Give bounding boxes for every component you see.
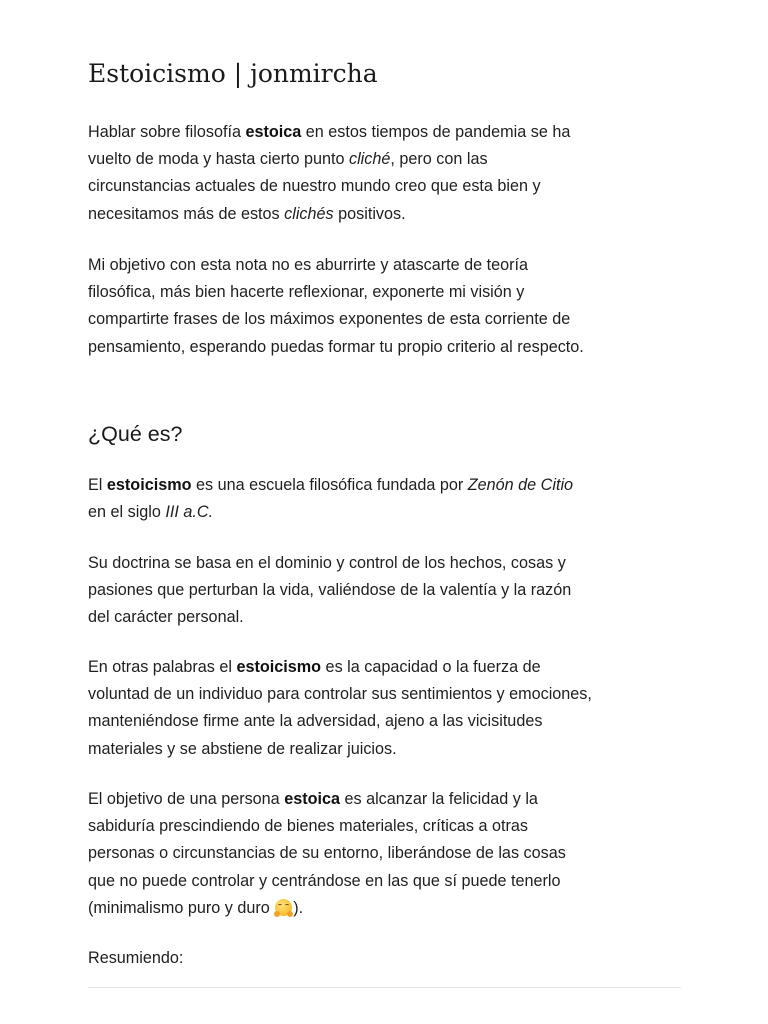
page-title: Estoicismo | jonmircha — [88, 59, 378, 88]
intro-paragraph-1 — [88, 119, 593, 228]
intro-paragraph-2: Mi objetivo con esta nota no es aburrirte y atascarte de teoría filosófica, más bien hacerte reflexionar, exponerte mi visión y compartirte frases de los máximos exponentes de esta corriente de pensamiento, esperando puedas formar tu propio criterio al respecto. — [88, 256, 584, 356]
section-paragraph-2: Su doctrina se basa en el dominio y control de los hechos, cosas y pasiones que perturban la vida, valiéndose de la valentía y la razón del carácter personal. — [88, 554, 572, 627]
text: ). — [293, 898, 304, 917]
section-paragraph-3 — [88, 654, 593, 763]
text: El — [88, 476, 107, 494]
bold-text: estoicismo — [236, 658, 322, 676]
bold-text: estoica — [284, 790, 340, 808]
italic-text: Zenón de Citio — [467, 476, 574, 494]
bold-text: estoicismo — [106, 476, 192, 494]
text: es la capacidad o la fuerza de voluntad de un individuo para controlar sus sentimientos y emociones, manteniéndose firme ante la adversidad, ajeno a las vicisitudes materiales y se abstiene de realizar juicios. — [88, 658, 592, 758]
italic-text: clichés — [284, 204, 334, 223]
italic-text: III a.C. — [165, 503, 214, 522]
section-paragraph-4 — [88, 786, 593, 922]
section-paragraph-5: Resumiendo: — [88, 949, 184, 967]
section-heading: ¿Qué es? — [88, 422, 183, 446]
text: es una escuela filosófica fundada por — [191, 476, 468, 494]
text: , pero con las circunstancias actuales de nuestro mundo creo que esta bien y necesitamos más de estos — [88, 150, 541, 223]
text: en estos tiempos de pandemia se ha vuelto de moda y hasta cierto punto — [88, 123, 571, 169]
bold-text: estoica — [245, 123, 302, 141]
text: En otras palabras el — [88, 658, 237, 676]
text: es alcanzar la felicidad y la sabiduría prescindiendo de bienes materiales, críticas a otras personas o circunstancias de su entorno, liberándose de las cosas que no puede controlar y centrándose en las que sí puede tenerlo (minimalismo puro y duro — [88, 790, 566, 917]
text: positivos. — [333, 204, 406, 223]
hugging-face-icon — [275, 899, 292, 916]
text: El objetivo de una persona — [88, 790, 285, 808]
text: Hablar sobre filosofía — [88, 123, 246, 141]
section-paragraph-1 — [88, 472, 593, 526]
italic-text: cliché — [348, 150, 391, 169]
divider — [88, 987, 681, 988]
text: en el siglo — [88, 503, 166, 522]
